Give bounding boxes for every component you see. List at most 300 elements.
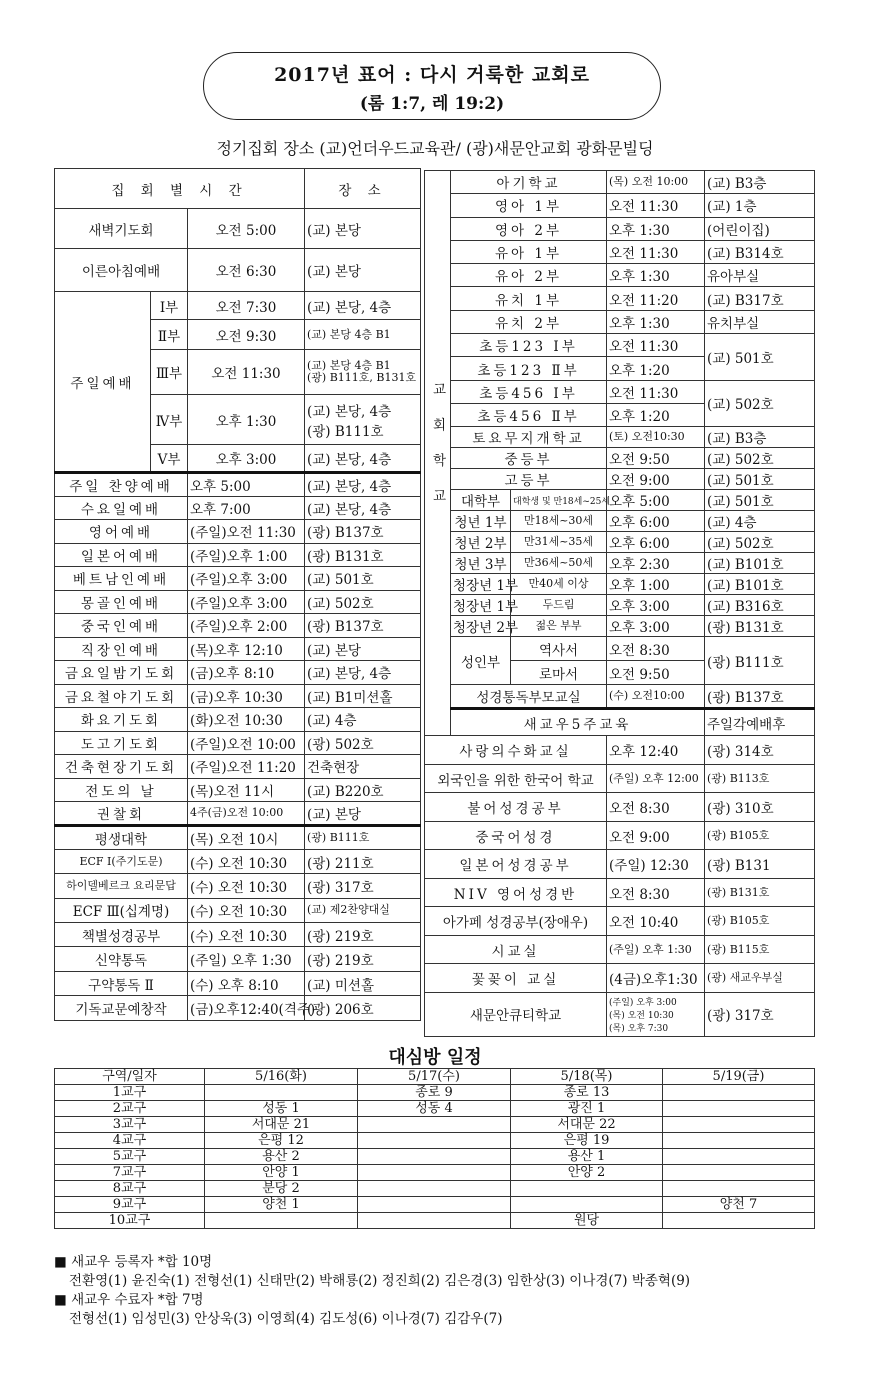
completed-names: 전형선(1) 임성민(3) 안상욱(3) 이영희(4) 김도성(6) 이나경(7) 김감우(7) (69, 1311, 503, 1327)
study-time: (목) 오전 10시 (188, 825, 305, 849)
study-row (55, 971, 421, 995)
early-name: 이른아침예배 (55, 249, 188, 292)
youth-dept: 대학부 (451, 490, 511, 511)
visit-cell: 원당 (511, 1213, 663, 1229)
visit-header: 5/16(화) (205, 1069, 358, 1085)
qt-school-name: 새문안큐티학교 (425, 992, 607, 1036)
visit-district: 7교구 (55, 1165, 205, 1181)
visit-cell (663, 1101, 815, 1117)
visit-cell (663, 1165, 815, 1181)
sunday-place-line: (교) 본당, 4층 (307, 403, 392, 420)
sunday-time: 오전 7:30 (188, 292, 305, 320)
class-time: 오후 12:40 (607, 736, 705, 765)
meeting-row (55, 684, 421, 708)
study-name: ECF Ⅰ(주기도문) (55, 849, 188, 873)
class-time: 오전 8:30 (607, 793, 705, 822)
meeting-time: (목)오후 12:10 (188, 637, 305, 661)
meeting-place: (교) B220호 (305, 778, 421, 802)
school-dept: 영아 2부 (451, 217, 607, 240)
visit-district: 8교구 (55, 1181, 205, 1197)
visit-cell (511, 1197, 663, 1213)
school-time: 오전 11:30 (607, 334, 705, 357)
youth-age: 만31세~35세 (511, 532, 607, 553)
study-time: (수) 오전 10:30 (188, 923, 305, 947)
youth-dept: 청년 1부 (451, 511, 511, 532)
adult-time: 오전 8:30 (607, 637, 705, 661)
meeting-row (55, 731, 421, 755)
meeting-time: (화)오전 10:30 (188, 708, 305, 732)
qt-school-row (425, 992, 815, 1036)
meeting-row (55, 496, 421, 520)
visit-cell (358, 1197, 511, 1213)
meeting-name: 중국인예배 (55, 614, 188, 638)
study-time: (주일) 오후 1:30 (188, 947, 305, 971)
class-row (425, 964, 815, 993)
sunday-time: 오후 3:00 (188, 445, 305, 473)
meeting-row (55, 590, 421, 614)
class-row (425, 821, 815, 850)
class-time: (주일) 12:30 (607, 850, 705, 879)
meeting-row (55, 802, 421, 826)
visit-district: 2교구 (55, 1101, 205, 1117)
class-name: 불어성경공부 (425, 793, 607, 822)
school-place: (교) B314호 (705, 240, 815, 263)
youth-row (425, 595, 815, 616)
youth-time: 오후 6:00 (607, 532, 705, 553)
visit-header: 5/19(금) (663, 1069, 815, 1085)
class-row (425, 935, 815, 964)
class-place: (광) 314호 (705, 736, 815, 765)
meeting-place: (교) 502호 (305, 590, 421, 614)
sunday-place (305, 395, 421, 445)
visit-cell (663, 1117, 815, 1133)
class-time: 오전 9:00 (607, 821, 705, 850)
study-row (55, 947, 421, 971)
study-name: 기독교문예창작 (55, 996, 188, 1020)
visit-cell (663, 1085, 815, 1101)
meeting-name: 화요기도회 (55, 708, 188, 732)
visit-header: 5/18(목) (511, 1069, 663, 1085)
study-place: (광) 211호 (305, 849, 421, 873)
study-place: (광) 206호 (305, 996, 421, 1020)
study-row (55, 874, 421, 898)
study-row (55, 923, 421, 947)
school-dept: 토요무지개학교 (451, 427, 607, 448)
sunday-part: Ⅲ부 (151, 350, 188, 395)
meeting-name: 권찰회 (55, 802, 188, 826)
meeting-place: (교) 본당, 4층 (305, 661, 421, 685)
meeting-row (55, 637, 421, 661)
youth-time: 오후 6:00 (607, 511, 705, 532)
school-time: 오전 11:30 (607, 380, 705, 403)
school-time: 오전 9:00 (607, 469, 705, 490)
study-row (55, 849, 421, 873)
meeting-place: (교) 4층 (305, 708, 421, 732)
visit-cell: 양천 1 (205, 1197, 358, 1213)
visit-cell: 양천 7 (663, 1197, 815, 1213)
adult-time: 오전 9:50 (607, 661, 705, 685)
visit-row (55, 1133, 815, 1149)
school-time: 오전 11:20 (607, 287, 705, 310)
qt-school-time: (목) 오전 10:30 (609, 1010, 674, 1021)
school-dept: 초등456 Ⅰ부 (451, 380, 607, 403)
visit-header-row (55, 1069, 815, 1085)
sunday-place-line: (광) B111호, B131호 (307, 371, 417, 384)
youth-age: 젊은 부부 (511, 616, 607, 637)
meeting-name: 도고기도회 (55, 731, 188, 755)
sunday-part: Ⅰ부 (151, 292, 188, 320)
dawn-place: (교) 본당 (305, 209, 421, 249)
youth-place: (교) 501호 (705, 490, 815, 511)
motto-title: 2017년 표어 : 다시 거룩한 교회로 (274, 64, 590, 86)
meeting-row (55, 473, 421, 497)
completed-title: 새교우 수료자 *합 7명 (71, 1292, 204, 1308)
meeting-time: (주일)오전 10:00 (188, 731, 305, 755)
sunday-part: Ⅱ부 (151, 320, 188, 350)
school-place: 유치부실 (705, 310, 815, 333)
study-place: (교) 미션홀 (305, 971, 421, 995)
study-row (55, 996, 421, 1020)
class-place: (광) 310호 (705, 793, 815, 822)
meeting-name: 직장인예배 (55, 637, 188, 661)
youth-place: (교) 4층 (705, 511, 815, 532)
visit-cell: 종로 9 (358, 1085, 511, 1101)
meeting-place: 건축현장 (305, 755, 421, 779)
sunday-place-line: (교) 본당 4층 B1 (307, 359, 391, 372)
youth-row (425, 616, 815, 637)
study-place: (광) 219호 (305, 947, 421, 971)
visit-cell (663, 1133, 815, 1149)
school-row (425, 448, 815, 469)
youth-place: (교) 502호 (705, 532, 815, 553)
church-school-table (424, 170, 815, 1037)
registered-title: 새교우 등록자 *합 10명 (71, 1254, 213, 1270)
adult-sub: 로마서 (511, 661, 607, 685)
meeting-name: 주일 찬양예배 (55, 473, 188, 497)
youth-dept: 청년 3부 (451, 553, 511, 574)
visit-header: 5/17(수) (358, 1069, 511, 1085)
study-place: (광) 219호 (305, 923, 421, 947)
school-place: (교) B317호 (705, 287, 815, 310)
visit-cell (663, 1149, 815, 1165)
class-row (425, 850, 815, 879)
visit-cell (358, 1213, 511, 1229)
meeting-name: 베트남인예배 (55, 567, 188, 591)
visit-cell (511, 1181, 663, 1197)
school-dept: 고등부 (451, 469, 607, 490)
visit-cell (205, 1213, 358, 1229)
youth-place: (교) B101호 (705, 574, 815, 595)
header-place: 장 소 (305, 169, 421, 209)
meeting-row (55, 708, 421, 732)
school-dept: 초등123 Ⅰ부 (451, 334, 607, 357)
meeting-name: 금요철야기도회 (55, 684, 188, 708)
youth-row (425, 532, 815, 553)
study-name: 신약통독 (55, 947, 188, 971)
class-row (425, 907, 815, 936)
meeting-place: (교) 본당, 4층 (305, 473, 421, 497)
visit-district: 9교구 (55, 1197, 205, 1213)
visit-cell (663, 1213, 815, 1229)
visit-cell: 은평 19 (511, 1133, 663, 1149)
meeting-place: (교) 본당, 4층 (305, 496, 421, 520)
visit-cell: 은평 12 (205, 1133, 358, 1149)
visit-cell (358, 1181, 511, 1197)
youth-row (425, 574, 815, 595)
meeting-time: (주일)오후 1:00 (188, 543, 305, 567)
sunday-place: (교) 본당, 4층 (305, 445, 421, 473)
class-name: NIV 영어성경반 (425, 878, 607, 907)
meeting-row (55, 543, 421, 567)
visit-title: 대심방 일정 (388, 1047, 482, 1068)
youth-dept: 청장년 2부 (451, 616, 511, 637)
visit-row (55, 1117, 815, 1133)
sunday-time: 오후 1:30 (188, 395, 305, 445)
meeting-time: (목)오전 11시 (188, 778, 305, 802)
visit-cell (358, 1149, 511, 1165)
youth-place: (광) B131호 (705, 616, 815, 637)
school-row (425, 310, 815, 333)
class-name: 새교우5주교육 (451, 709, 705, 736)
adult-place: (광) B111호 (705, 637, 815, 685)
sunday-place-line: (광) B111호 (307, 423, 384, 440)
youth-row (425, 490, 815, 511)
bullet-icon: ■ (54, 1254, 67, 1270)
dawn-name: 새벽기도회 (55, 209, 188, 249)
class-place: (광) B105호 (705, 907, 815, 936)
youth-place: (교) B101호 (705, 553, 815, 574)
study-place: (광) 317호 (305, 874, 421, 898)
meeting-time: 오후 5:00 (188, 473, 305, 497)
visit-cell: 성동 1 (205, 1101, 358, 1117)
visit-district: 1교구 (55, 1085, 205, 1101)
meeting-place: (교) B1미션홀 (305, 684, 421, 708)
class-place: (광) B115호 (705, 935, 815, 964)
qt-school-place: (광) 317호 (705, 992, 815, 1036)
class-name: 꽃꽂이 교실 (425, 964, 607, 993)
sunday-part: Ⅴ부 (151, 445, 188, 473)
sunday-time: 오전 11:30 (188, 350, 305, 395)
class-place: (광) B131 (705, 850, 815, 879)
qt-school-time: (주일) 오후 3:00 (609, 997, 677, 1008)
study-name: 평생대학 (55, 825, 188, 849)
visit-district: 4교구 (55, 1133, 205, 1149)
school-place: (교) B3층 (705, 171, 815, 194)
school-time: 오후 1:30 (607, 217, 705, 240)
visit-cell (358, 1165, 511, 1181)
visit-cell (205, 1085, 358, 1101)
youth-time: 오후 1:00 (607, 574, 705, 595)
school-row (425, 334, 815, 357)
study-name: 책별성경공부 (55, 923, 188, 947)
early-place: (교) 본당 (305, 249, 421, 292)
meeting-row (55, 614, 421, 638)
motto-banner (203, 52, 661, 120)
visit-schedule-table (54, 1068, 815, 1229)
meeting-place: (교) 본당 (305, 637, 421, 661)
school-dept: 유치 2부 (451, 310, 607, 333)
class-row (425, 878, 815, 907)
youth-age: 만18세~30세 (511, 511, 607, 532)
school-place: (교) 501호 (705, 334, 815, 381)
bullet-icon: ■ (54, 1292, 67, 1308)
meeting-time: (주일)오전 11:20 (188, 755, 305, 779)
study-row (55, 898, 421, 922)
meeting-place: (교) 본당 (305, 802, 421, 826)
meeting-place: (광) B137호 (305, 614, 421, 638)
school-row (425, 194, 815, 217)
parents-time: (수) 오전10:00 (607, 685, 705, 709)
school-place: (교) 502호 (705, 380, 815, 427)
meeting-place: (광) 502호 (305, 731, 421, 755)
school-place: 유아부실 (705, 264, 815, 287)
visit-cell: 성동 4 (358, 1101, 511, 1117)
visit-cell: 용산 1 (511, 1149, 663, 1165)
school-time: 오후 1:30 (607, 264, 705, 287)
school-time: 오전 9:50 (607, 448, 705, 469)
visit-row (55, 1197, 815, 1213)
school-place: (교) 1층 (705, 194, 815, 217)
school-time: (토) 오전10:30 (607, 427, 705, 448)
class-time: 주일각예배후 (705, 709, 815, 736)
class-row (425, 793, 815, 822)
sunday-place: (교) 본당 4층 B1 (305, 320, 421, 350)
school-time: 오후 1:20 (607, 403, 705, 426)
sunday-place (305, 350, 421, 395)
study-place: (교) 제2찬양대실 (305, 898, 421, 922)
visit-row (55, 1213, 815, 1229)
visit-row (55, 1165, 815, 1181)
youth-row (425, 553, 815, 574)
meeting-time: (주일)오후 2:00 (188, 614, 305, 638)
school-label: 교회학교 (425, 171, 451, 736)
study-time: (수) 오전 10:30 (188, 874, 305, 898)
visit-row (55, 1101, 815, 1117)
school-dept: 중등부 (451, 448, 607, 469)
meeting-schedule-table (54, 168, 421, 1021)
sunday-part: Ⅳ부 (151, 395, 188, 445)
school-time: 오후 1:20 (607, 357, 705, 380)
school-dept: 영아 1부 (451, 194, 607, 217)
youth-time: 오후 5:00 (607, 490, 705, 511)
visit-header: 구역/일자 (55, 1069, 205, 1085)
class-place: (광) 새교우부실 (705, 964, 815, 993)
visit-cell: 서대문 22 (511, 1117, 663, 1133)
meeting-place: (교) 501호 (305, 567, 421, 591)
adult-sub: 역사서 (511, 637, 607, 661)
early-time: 오전 6:30 (188, 249, 305, 292)
visit-cell: 서대문 21 (205, 1117, 358, 1133)
school-row (425, 380, 815, 403)
school-dept: 유아 2부 (451, 264, 607, 287)
meeting-time: (주일)오후 3:00 (188, 567, 305, 591)
youth-age: 만36세~50세 (511, 553, 607, 574)
dawn-time: 오전 5:00 (188, 209, 305, 249)
visit-cell: 용산 2 (205, 1149, 358, 1165)
class-name: 시교실 (425, 935, 607, 964)
parents-name: 성경통독부모교실 (451, 685, 607, 709)
youth-dept: 청년 2부 (451, 532, 511, 553)
adult-dept: 성인부 (451, 637, 511, 685)
youth-dept: 청장년 1부 (451, 595, 511, 616)
motto-verse: (롬 1:7, 레 19:2) (359, 94, 505, 114)
study-name: 하이델베르크 요리문답 (55, 874, 188, 898)
study-time: (수) 오전 10:30 (188, 898, 305, 922)
youth-place: (교) B316호 (705, 595, 815, 616)
meeting-row (55, 520, 421, 544)
visit-cell: 안양 2 (511, 1165, 663, 1181)
qt-school-times (607, 992, 705, 1036)
visit-cell: 안양 1 (205, 1165, 358, 1181)
meeting-time: 4주(금)오전 10:00 (188, 802, 305, 826)
qt-school-time: (목) 오후 7:30 (609, 1023, 669, 1034)
school-row (425, 217, 815, 240)
study-name: 구약통독 Ⅱ (55, 971, 188, 995)
visit-cell: 분당 2 (205, 1181, 358, 1197)
school-dept: 아기학교 (451, 171, 607, 194)
school-row (425, 469, 815, 490)
youth-time: 오후 3:00 (607, 595, 705, 616)
youth-age: 두드림 (511, 595, 607, 616)
visit-row (55, 1181, 815, 1197)
school-dept: 유치 1부 (451, 287, 607, 310)
meeting-name: 금요일밤기도회 (55, 661, 188, 685)
meeting-time: (금)오후 10:30 (188, 684, 305, 708)
visit-row (55, 1085, 815, 1101)
school-dept: 초등456 Ⅱ부 (451, 403, 607, 426)
class-time: (4금)오후1:30 (607, 964, 705, 993)
registered-names: 전환영(1) 윤진숙(1) 전형선(1) 신태만(2) 박해룡(2) 정진희(2) 김은경(3) 임한상(3) 이나경(7) 박종혁(9) (69, 1273, 691, 1289)
meeting-name: 수요일예배 (55, 496, 188, 520)
location-line: 정기집회 장소 (교)언더우드교육관/ (광)새문안교회 광화문빌딩 (216, 139, 654, 158)
school-time: 오전 11:30 (607, 194, 705, 217)
visit-district: 5교구 (55, 1149, 205, 1165)
class-name: 아가페 성경공부(장애우) (425, 907, 607, 936)
school-dept: 유아 1부 (451, 240, 607, 263)
class-place: (광) B105호 (705, 821, 815, 850)
class-name: 사랑의수화교실 (425, 736, 607, 765)
header-time: 집 회 별 시 간 (55, 169, 305, 209)
visit-cell (358, 1133, 511, 1149)
meeting-row (55, 661, 421, 685)
youth-age: 대학생 및 만18세~25세 (511, 490, 607, 511)
meeting-name: 일본어예배 (55, 543, 188, 567)
visit-district: 3교구 (55, 1117, 205, 1133)
sunday-time: 오전 9:30 (188, 320, 305, 350)
school-place: (어린이집) (705, 217, 815, 240)
school-time: 오전 11:30 (607, 240, 705, 263)
school-row (425, 240, 815, 263)
visit-cell: 종로 13 (511, 1085, 663, 1101)
study-place: (광) B111호 (305, 825, 421, 849)
class-row (425, 764, 815, 793)
study-row (55, 825, 421, 849)
meeting-time: 오후 7:00 (188, 496, 305, 520)
school-row (425, 264, 815, 287)
class-time: 오전 10:40 (607, 907, 705, 936)
meeting-name: 건축현장기도회 (55, 755, 188, 779)
class-place: (광) B131호 (705, 878, 815, 907)
meeting-row (55, 567, 421, 591)
school-row (425, 171, 815, 194)
meeting-name: 몽골인예배 (55, 590, 188, 614)
visit-district: 10교구 (55, 1213, 205, 1229)
class-row (425, 736, 815, 765)
school-dept: 초등123 Ⅱ부 (451, 357, 607, 380)
study-time: (수) 오전 10:30 (188, 849, 305, 873)
meeting-name: 전도의 날 (55, 778, 188, 802)
visit-cell: 광진 1 (511, 1101, 663, 1117)
